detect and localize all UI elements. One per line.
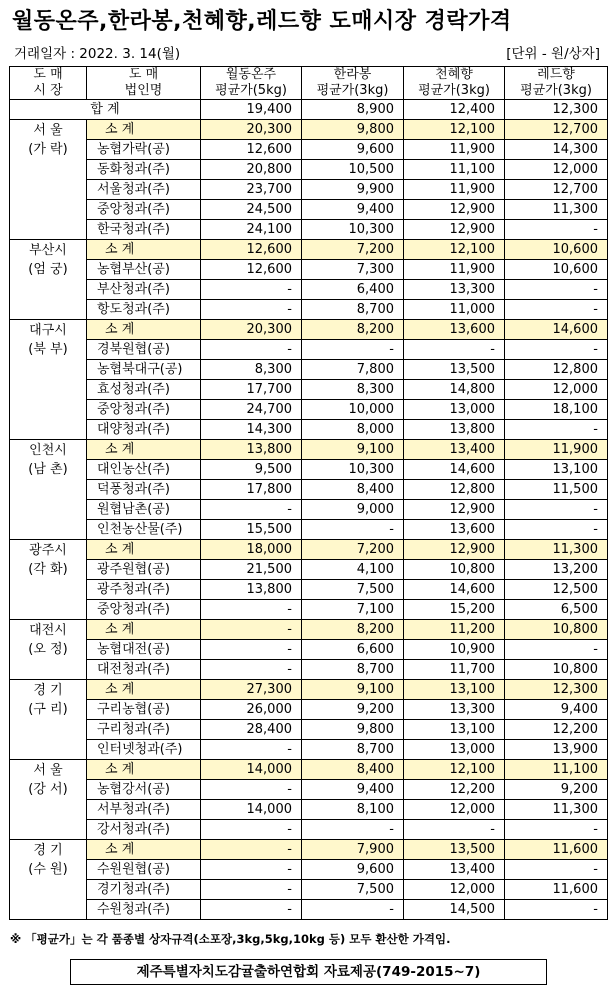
price-cell: 9,800	[302, 720, 404, 740]
price-cell: 10,600	[505, 260, 608, 280]
company-name: 덕풍청과(주)	[87, 480, 201, 500]
price-cell: 12,000	[404, 880, 505, 900]
price-cell: 12,100	[404, 760, 505, 780]
company-name: 한국청과(주)	[87, 220, 201, 240]
price-cell: 8,100	[302, 800, 404, 820]
market-name-line: (각 화)	[28, 562, 68, 577]
price-cell: -	[201, 740, 302, 760]
table-row	[10, 300, 608, 320]
table-row	[10, 280, 608, 300]
price-cell: 12,000	[505, 160, 608, 180]
price-cell: 11,900	[404, 180, 505, 200]
price-cell: 6,400	[302, 280, 404, 300]
price-cell: 8,000	[302, 420, 404, 440]
price-cell: 7,900	[302, 840, 404, 860]
price-cell: 8,700	[302, 660, 404, 680]
company-name: 농협대전(공)	[87, 640, 201, 660]
price-cell: -	[505, 820, 608, 840]
market-name-line: 광주시	[29, 543, 67, 558]
total-value: 19,400	[201, 100, 302, 120]
price-cell: 28,400	[201, 720, 302, 740]
table-row	[10, 360, 608, 380]
price-cell: -	[201, 300, 302, 320]
price-cell: 6,500	[505, 600, 608, 620]
price-cell: 13,000	[404, 400, 505, 420]
price-cell: -	[302, 340, 404, 360]
table-row	[10, 660, 608, 680]
company-name: 구리청과(주)	[87, 720, 201, 740]
price-cell: -	[302, 820, 404, 840]
table-row	[10, 460, 608, 480]
price-cell: -	[201, 820, 302, 840]
price-cell: 11,200	[404, 620, 505, 640]
market-name-line: 서 울	[33, 123, 63, 138]
price-cell: 12,200	[404, 780, 505, 800]
price-cell: 14,300	[201, 420, 302, 440]
price-cell: -	[505, 280, 608, 300]
header-company-2: 법인명	[87, 83, 201, 100]
company-name: 수원원협(공)	[87, 860, 201, 880]
price-cell: 7,100	[302, 600, 404, 620]
price-cell: 13,900	[505, 740, 608, 760]
price-cell: 13,100	[404, 680, 505, 700]
price-cell: 13,400	[404, 860, 505, 880]
header-row-2	[10, 83, 608, 100]
source-box: 제주특별자치도감귤출하연합회 자료제공(749-2015~7)	[70, 959, 547, 985]
price-cell: 12,600	[201, 140, 302, 160]
market-name	[10, 840, 87, 920]
price-cell: 13,600	[404, 320, 505, 340]
header-row-1	[10, 67, 608, 84]
price-cell: 21,500	[201, 560, 302, 580]
price-cell: 11,500	[505, 480, 608, 500]
company-name: 중앙청과(주)	[87, 400, 201, 420]
price-cell: 7,500	[302, 880, 404, 900]
price-cell: 9,100	[302, 680, 404, 700]
company-name: 농협강서(공)	[87, 780, 201, 800]
price-cell: -	[302, 520, 404, 540]
price-cell: 14,000	[201, 760, 302, 780]
company-name: 구리농협(공)	[87, 700, 201, 720]
price-cell: 14,800	[404, 380, 505, 400]
price-cell: 12,900	[404, 220, 505, 240]
price-cell: -	[201, 900, 302, 920]
table-row	[10, 600, 608, 620]
company-name: 서울청과(주)	[87, 180, 201, 200]
market-name	[10, 540, 87, 620]
price-cell: 13,800	[201, 440, 302, 460]
price-table	[9, 66, 608, 920]
price-cell: 15,200	[404, 600, 505, 620]
price-cell: 8,400	[302, 480, 404, 500]
table-row	[10, 560, 608, 580]
market-name	[10, 620, 87, 680]
price-cell: 13,000	[404, 740, 505, 760]
table-body	[10, 100, 608, 920]
market-name-line: (구 리)	[28, 702, 68, 717]
price-cell: 24,500	[201, 200, 302, 220]
price-cell: -	[201, 660, 302, 680]
company-name: 대전청과(주)	[87, 660, 201, 680]
price-cell: 14,600	[404, 580, 505, 600]
price-cell: 26,000	[201, 700, 302, 720]
header-market-2: 시 장	[10, 83, 87, 100]
price-cell: -	[505, 520, 608, 540]
header-col-name: 레드향	[505, 67, 608, 84]
table-row	[10, 640, 608, 660]
price-cell: 13,800	[201, 580, 302, 600]
table-row	[10, 580, 608, 600]
table-row	[10, 900, 608, 920]
market-name-line: (수 원)	[28, 862, 68, 877]
price-cell: 13,500	[404, 840, 505, 860]
price-cell: 12,800	[505, 360, 608, 380]
price-cell: 8,200	[302, 320, 404, 340]
price-cell: -	[505, 420, 608, 440]
price-cell: 24,100	[201, 220, 302, 240]
price-cell: 10,800	[404, 560, 505, 580]
price-cell: 8,700	[302, 300, 404, 320]
company-name: 대인농산(주)	[87, 460, 201, 480]
price-cell: 12,000	[404, 800, 505, 820]
market-name-line: 대구시	[29, 323, 67, 338]
price-cell: 18,100	[505, 400, 608, 420]
table-row	[10, 340, 608, 360]
company-name: 농협부산(공)	[87, 260, 201, 280]
table-row	[10, 820, 608, 840]
footnote: ※ 「평균가」는 각 품종별 상자규격(소포장,3kg,5kg,10kg 등) 모두 환산한 가격임.	[10, 932, 451, 946]
table-row	[10, 200, 608, 220]
price-cell: 12,100	[404, 240, 505, 260]
company-name: 중앙청과(주)	[87, 600, 201, 620]
price-cell: -	[201, 600, 302, 620]
subtotal-row	[10, 120, 608, 140]
price-cell: 9,900	[302, 180, 404, 200]
price-cell: 13,100	[505, 460, 608, 480]
subtotal-row	[10, 760, 608, 780]
company-name: 수원청과(주)	[87, 900, 201, 920]
header-col-sub: 평균가(5kg)	[201, 83, 302, 100]
price-cell: 12,700	[505, 180, 608, 200]
price-cell: 12,700	[505, 120, 608, 140]
price-cell: 9,800	[302, 120, 404, 140]
price-cell: -	[201, 340, 302, 360]
price-cell: 13,200	[505, 560, 608, 580]
price-cell: 11,900	[404, 260, 505, 280]
header-company-1: 도 매	[87, 67, 201, 84]
company-name: 부산청과(주)	[87, 280, 201, 300]
company-name: 인천농산물(주)	[87, 520, 201, 540]
subtotal-row	[10, 620, 608, 640]
table-row	[10, 720, 608, 740]
price-cell: 12,900	[404, 500, 505, 520]
table-row	[10, 160, 608, 180]
price-cell: 8,300	[302, 380, 404, 400]
company-name: 강서청과(주)	[87, 820, 201, 840]
price-cell: 11,600	[505, 840, 608, 860]
price-cell: 11,900	[404, 140, 505, 160]
market-name-line: 인천시	[29, 443, 67, 458]
price-cell: 7,300	[302, 260, 404, 280]
price-cell: 13,600	[404, 520, 505, 540]
price-cell: 8,400	[302, 760, 404, 780]
price-cell: 14,600	[505, 320, 608, 340]
price-cell: 8,700	[302, 740, 404, 760]
price-cell: -	[404, 820, 505, 840]
total-row	[10, 100, 608, 120]
price-cell: -	[505, 900, 608, 920]
price-cell: 11,100	[505, 760, 608, 780]
market-name-line: (가 락)	[28, 142, 68, 157]
market-name-line: 경 기	[33, 843, 63, 858]
table-row	[10, 420, 608, 440]
price-cell: 14,600	[404, 460, 505, 480]
price-cell: 12,600	[201, 260, 302, 280]
subtotal-label: 소 계	[87, 320, 201, 340]
price-cell: 11,100	[404, 160, 505, 180]
price-cell: 7,500	[302, 580, 404, 600]
price-cell: 14,500	[404, 900, 505, 920]
price-cell: 10,300	[302, 220, 404, 240]
market-name-line: 경 기	[33, 683, 63, 698]
price-cell: 20,300	[201, 120, 302, 140]
price-cell: 10,000	[302, 400, 404, 420]
price-cell: -	[302, 900, 404, 920]
price-cell: 7,200	[302, 540, 404, 560]
table-row	[10, 400, 608, 420]
table-row	[10, 380, 608, 400]
table-row	[10, 880, 608, 900]
table-row	[10, 140, 608, 160]
table-row	[10, 260, 608, 280]
price-cell: 11,900	[505, 440, 608, 460]
price-cell: -	[505, 640, 608, 660]
company-name: 효성청과(주)	[87, 380, 201, 400]
company-name: 중앙청과(주)	[87, 200, 201, 220]
market-name	[10, 760, 87, 840]
price-cell: 23,700	[201, 180, 302, 200]
header-col-name: 한라봉	[302, 67, 404, 84]
price-cell: 17,800	[201, 480, 302, 500]
price-cell: 18,000	[201, 540, 302, 560]
header-col-name: 월동온주	[201, 67, 302, 84]
price-cell: 7,800	[302, 360, 404, 380]
table-row	[10, 520, 608, 540]
price-cell: 9,100	[302, 440, 404, 460]
company-name: 항도청과(주)	[87, 300, 201, 320]
subtotal-row	[10, 320, 608, 340]
price-cell: 13,500	[404, 360, 505, 380]
table-row	[10, 220, 608, 240]
price-cell: 24,700	[201, 400, 302, 420]
header-col-name: 천혜향	[404, 67, 505, 84]
price-cell: -	[201, 640, 302, 660]
company-name: 광주청과(주)	[87, 580, 201, 600]
company-name: 농협북대구(공)	[87, 360, 201, 380]
price-cell: 15,500	[201, 520, 302, 540]
company-name: 서부청과(주)	[87, 800, 201, 820]
subtotal-row	[10, 440, 608, 460]
subtotal-label: 소 계	[87, 760, 201, 780]
company-name: 광주원협(공)	[87, 560, 201, 580]
market-name-line: 서 울	[33, 763, 63, 778]
subtotal-row	[10, 840, 608, 860]
price-cell: 7,200	[302, 240, 404, 260]
subtotal-label: 소 계	[87, 620, 201, 640]
market-name-line: (남 촌)	[28, 462, 68, 477]
subtotal-label: 소 계	[87, 120, 201, 140]
price-cell: 12,900	[404, 540, 505, 560]
price-cell: 13,300	[404, 700, 505, 720]
price-cell: 10,900	[404, 640, 505, 660]
price-cell: -	[201, 780, 302, 800]
price-cell: 10,800	[505, 620, 608, 640]
total-value: 8,900	[302, 100, 404, 120]
price-cell: 12,300	[505, 680, 608, 700]
market-name	[10, 240, 87, 320]
price-cell: -	[201, 860, 302, 880]
price-cell: 9,000	[302, 500, 404, 520]
price-cell: 9,600	[302, 860, 404, 880]
price-cell: -	[505, 860, 608, 880]
price-cell: 13,300	[404, 280, 505, 300]
price-cell: 6,600	[302, 640, 404, 660]
price-cell: 12,000	[505, 380, 608, 400]
total-value: 12,400	[404, 100, 505, 120]
price-cell: 12,500	[505, 580, 608, 600]
table-row	[10, 780, 608, 800]
price-cell: -	[201, 500, 302, 520]
price-cell: 11,300	[505, 200, 608, 220]
header-col-sub: 평균가(3kg)	[404, 83, 505, 100]
subtotal-row	[10, 540, 608, 560]
price-cell: 12,200	[505, 720, 608, 740]
market-name-line: (엄 궁)	[28, 262, 68, 277]
price-cell: 11,700	[404, 660, 505, 680]
price-cell: 9,200	[302, 700, 404, 720]
price-cell: 9,600	[302, 140, 404, 160]
price-cell: -	[505, 300, 608, 320]
price-cell: 11,300	[505, 800, 608, 820]
price-cell: 13,800	[404, 420, 505, 440]
table-row	[10, 740, 608, 760]
company-name: 농협가락(공)	[87, 140, 201, 160]
price-cell: 14,000	[201, 800, 302, 820]
price-cell: 9,400	[302, 200, 404, 220]
market-name-line: (강 서)	[28, 782, 68, 797]
subtotal-row	[10, 680, 608, 700]
unit-label: [단위 - 원/상자]	[506, 46, 600, 62]
market-name	[10, 680, 87, 760]
price-cell: 10,600	[505, 240, 608, 260]
price-cell: 27,300	[201, 680, 302, 700]
company-name: 원협남촌(공)	[87, 500, 201, 520]
company-name: 대양청과(주)	[87, 420, 201, 440]
price-cell: -	[505, 500, 608, 520]
price-cell: 12,100	[404, 120, 505, 140]
price-cell: 8,300	[201, 360, 302, 380]
price-cell: 8,200	[302, 620, 404, 640]
table-row	[10, 180, 608, 200]
market-name	[10, 320, 87, 440]
header-col-sub: 평균가(3kg)	[505, 83, 608, 100]
header-market-1: 도 매	[10, 67, 87, 84]
total-value: 12,300	[505, 100, 608, 120]
subtotal-label: 소 계	[87, 540, 201, 560]
subtotal-row	[10, 240, 608, 260]
price-cell: 20,300	[201, 320, 302, 340]
price-cell: 9,500	[201, 460, 302, 480]
price-cell: 20,800	[201, 160, 302, 180]
company-name: 경기청과(주)	[87, 880, 201, 900]
market-name	[10, 120, 87, 240]
price-cell: 13,100	[404, 720, 505, 740]
price-cell: 17,700	[201, 380, 302, 400]
price-cell: 12,600	[201, 240, 302, 260]
price-cell: 9,400	[302, 780, 404, 800]
price-cell: -	[201, 620, 302, 640]
table-row	[10, 480, 608, 500]
market-name-line: 부산시	[29, 243, 67, 258]
price-cell: 10,800	[505, 660, 608, 680]
price-cell: 13,400	[404, 440, 505, 460]
market-name-line: (북 부)	[28, 342, 68, 357]
company-name: 동화청과(주)	[87, 160, 201, 180]
price-cell: 11,600	[505, 880, 608, 900]
subtotal-label: 소 계	[87, 680, 201, 700]
table-row	[10, 860, 608, 880]
header-col-sub: 평균가(3kg)	[302, 83, 404, 100]
market-name-line: (오 정)	[28, 642, 68, 657]
price-cell: 11,000	[404, 300, 505, 320]
price-cell: -	[201, 880, 302, 900]
market-name-line: 대전시	[29, 623, 67, 638]
subtotal-label: 소 계	[87, 840, 201, 860]
price-cell: -	[505, 340, 608, 360]
price-cell: -	[201, 280, 302, 300]
price-cell: 12,800	[404, 480, 505, 500]
price-cell: -	[404, 340, 505, 360]
price-cell: 12,900	[404, 200, 505, 220]
table-row	[10, 700, 608, 720]
total-label: 합 계	[10, 100, 201, 120]
subtotal-label: 소 계	[87, 240, 201, 260]
price-cell: -	[505, 220, 608, 240]
page-title: 월동온주,한라봉,천혜향,레드향 도매시장 경락가격	[12, 9, 512, 34]
price-cell: 4,100	[302, 560, 404, 580]
price-cell: 11,300	[505, 540, 608, 560]
subtotal-label: 소 계	[87, 440, 201, 460]
trade-date: 거래일자 : 2022. 3. 14(월)	[14, 46, 181, 62]
table-row	[10, 800, 608, 820]
market-name	[10, 440, 87, 540]
company-name: 인터넷청과(주)	[87, 740, 201, 760]
price-cell: 9,400	[505, 700, 608, 720]
price-cell: -	[201, 840, 302, 860]
price-cell: 10,500	[302, 160, 404, 180]
table-row	[10, 500, 608, 520]
price-cell: 9,200	[505, 780, 608, 800]
price-cell: 10,300	[302, 460, 404, 480]
company-name: 경북원협(공)	[87, 340, 201, 360]
price-cell: 14,300	[505, 140, 608, 160]
